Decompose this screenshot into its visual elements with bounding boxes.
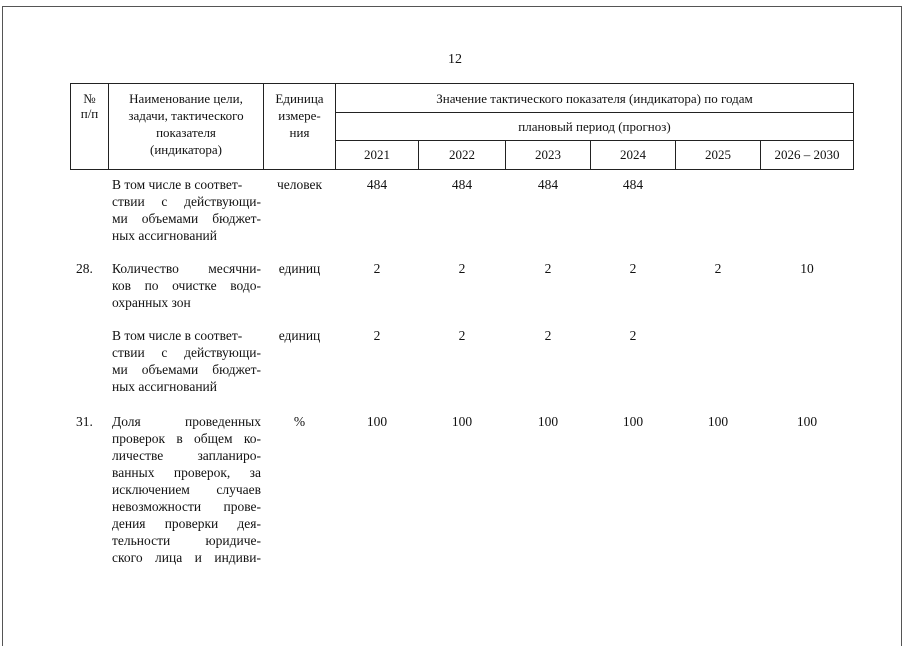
row-value-2023: 2	[544, 261, 552, 276]
header-num-line2: п/п	[80, 106, 99, 121]
row-name-line: ми объемами бюджет-	[112, 211, 261, 226]
header-period-label: плановый период (прогноз)	[518, 119, 671, 134]
header-year-2024: 2024	[620, 147, 646, 162]
row-value-2021: 2	[373, 261, 381, 276]
row-name-line: Количество месячни-	[112, 261, 261, 276]
header-num-line1: №	[83, 91, 96, 106]
row-value-2024: 2	[629, 328, 637, 343]
row-name-line: ных ассигнований	[112, 379, 217, 394]
row-value-2025: 2	[714, 261, 722, 276]
header-name-line3: показателя	[156, 125, 216, 140]
row-unit: единиц	[278, 261, 321, 276]
row-value-2021: 100	[366, 414, 388, 429]
row-name-line: Доля проведенных	[112, 414, 261, 429]
row-value-2021: 484	[366, 177, 388, 192]
row-value-2026-2030: 10	[800, 261, 814, 276]
row-value-2024: 484	[622, 177, 644, 192]
row-name-line: ных ассигнований	[112, 228, 217, 243]
header-unit-line2: измере-	[278, 108, 321, 123]
row-unit: единиц	[278, 328, 321, 343]
header-name-line2: задачи, тактического	[128, 108, 244, 123]
row-unit: %	[293, 414, 306, 429]
row-name-line: личестве запланиро-	[112, 448, 261, 463]
row-name-line: В том числе в соответ-	[112, 328, 243, 343]
row-value-2022: 100	[451, 414, 473, 429]
row-name-line: тельности юридиче-	[112, 533, 261, 548]
row-value-2022: 484	[451, 177, 473, 192]
row-name-line: ванных проверок, за	[112, 465, 261, 480]
header-unit-line3: ния	[289, 125, 310, 140]
row-value-2023: 100	[537, 414, 559, 429]
header-year-2021: 2021	[364, 147, 390, 162]
row-name-line: ствии с действующи-	[112, 345, 261, 360]
header-year-2023: 2023	[535, 147, 561, 162]
row-name-line: ского лица и индиви-	[112, 550, 261, 565]
row-name-line: ствии с действующи-	[112, 194, 261, 209]
header-name-line1: Наименование цели,	[129, 91, 243, 106]
row-value-2023: 484	[537, 177, 559, 192]
row-number: 31.	[76, 414, 93, 429]
row-name-line: дения проверки дея-	[112, 516, 261, 531]
row-value-2024: 2	[629, 261, 637, 276]
row-name-line: В том числе в соответ-	[112, 177, 243, 192]
row-value-2021: 2	[373, 328, 381, 343]
row-unit: человек	[276, 177, 323, 192]
header-year-2025: 2025	[705, 147, 731, 162]
row-name-line: невозможности прове-	[112, 499, 261, 514]
header-year-2026-2030: 2026 – 2030	[774, 147, 840, 162]
row-value-2022: 2	[458, 328, 466, 343]
row-value-2022: 2	[458, 261, 466, 276]
header-unit-line1: Единица	[275, 91, 324, 106]
row-name-line: охранных зон	[112, 295, 191, 310]
row-name-line: ков по очистке водо-	[112, 278, 261, 293]
row-value-2026-2030: 100	[796, 414, 818, 429]
row-name-line: проверок в общем ко-	[112, 431, 261, 446]
row-name-line: ми объемами бюджет-	[112, 362, 261, 377]
page-number: 12	[448, 52, 462, 67]
row-value-2023: 2	[544, 328, 552, 343]
row-name-line: исключением случаев	[112, 482, 261, 497]
header-year-2022: 2022	[449, 147, 475, 162]
row-number: 28.	[76, 261, 93, 276]
row-value-2025: 100	[707, 414, 729, 429]
header-name-line4: (индикатора)	[150, 142, 222, 157]
row-value-2024: 100	[622, 414, 644, 429]
header-values-title: Значение тактического показателя (индикатора) по годам	[436, 91, 753, 106]
